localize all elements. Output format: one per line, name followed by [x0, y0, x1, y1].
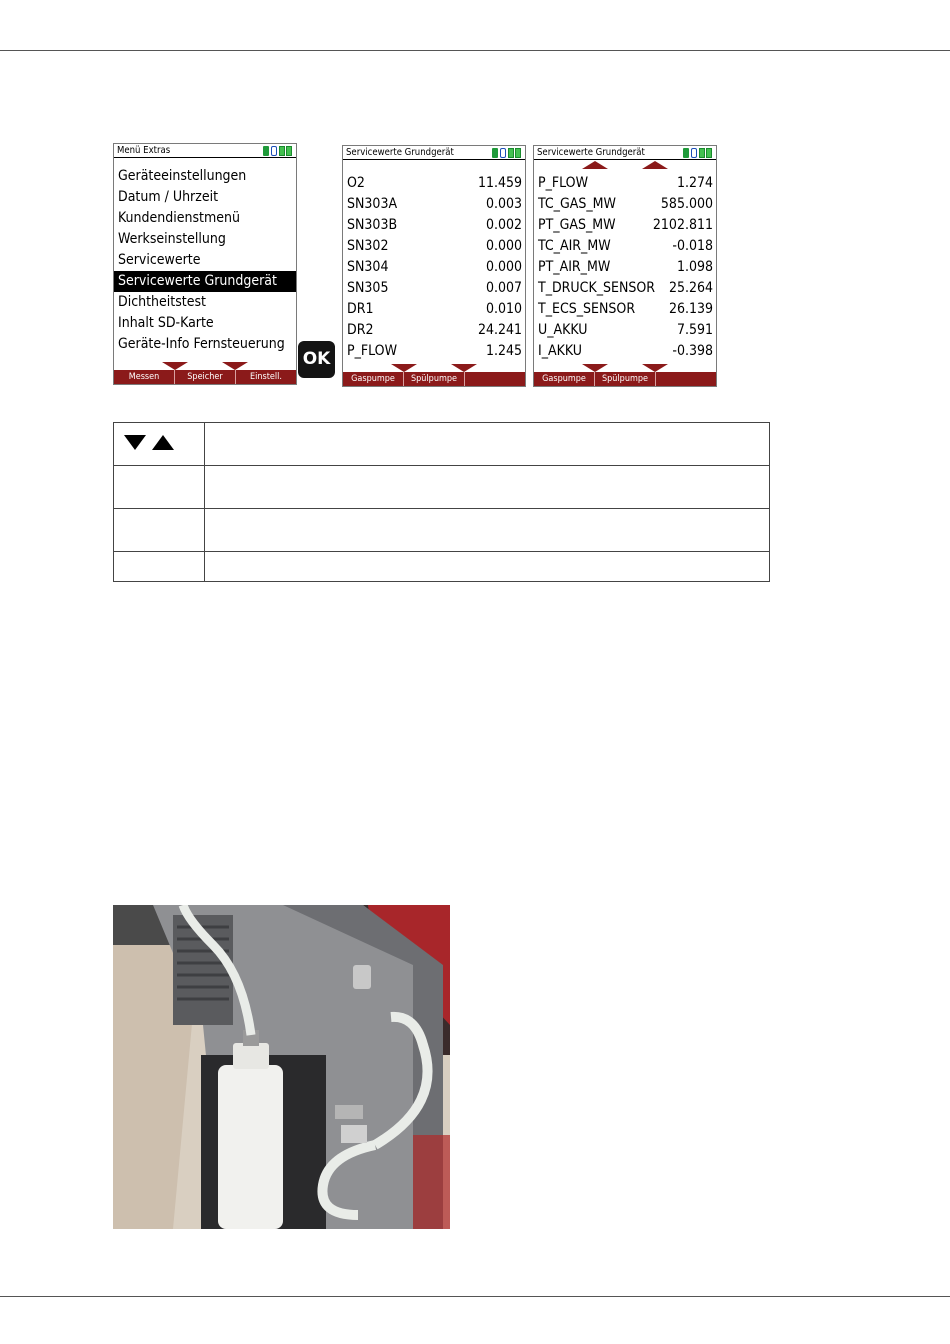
screen-title-bar	[114, 144, 296, 158]
value-row	[343, 299, 525, 320]
value-number: 1.245	[485, 343, 522, 359]
scroll-down-arrow-icon	[222, 362, 248, 370]
value-name: O2	[347, 175, 365, 191]
battery-icon	[699, 148, 705, 158]
value-name: U_AKKU	[538, 322, 588, 338]
menu-item-inhalt-sd-karte[interactable]: Inhalt SD-Karte	[118, 315, 214, 331]
value-name: DR1	[347, 301, 374, 317]
battery-icon	[508, 148, 514, 158]
plug-icon	[683, 148, 689, 158]
key-cell	[114, 423, 205, 466]
table-row	[114, 466, 770, 509]
softkey-bar	[114, 370, 296, 384]
ok-key[interactable]: OK	[298, 341, 335, 378]
value-number: 2102.811	[652, 217, 713, 233]
value-name: P_FLOW	[347, 343, 398, 359]
screen-title: Servicewerte Grundgerät	[537, 147, 645, 158]
menu-item-dichtheitstest[interactable]: Dichtheitstest	[118, 294, 206, 310]
value-row	[343, 341, 525, 362]
softkey-empty[interactable]	[656, 372, 716, 386]
value-name: SN305	[347, 280, 389, 296]
menu-item-geraeteeinstellungen[interactable]: Geräteeinstellungen	[118, 168, 247, 184]
table-row	[114, 423, 770, 466]
bluetooth-icon	[271, 146, 277, 156]
value-row	[534, 173, 716, 194]
status-icons	[492, 148, 522, 158]
scroll-up-arrow-icon	[582, 161, 608, 169]
menu-list	[114, 166, 296, 355]
value-number: -0.398	[672, 343, 713, 359]
screen-menu-extras	[113, 143, 297, 385]
scroll-down-arrow-icon	[391, 364, 417, 372]
value-name: PT_GAS_MW	[538, 217, 616, 233]
value-number: 25.264	[668, 280, 713, 296]
value-row	[534, 278, 716, 299]
value-name: SN303B	[347, 217, 398, 233]
key-table	[113, 422, 770, 582]
value-number: 1.274	[676, 175, 713, 191]
value-row	[534, 215, 716, 236]
softkey-messen[interactable]: Messen	[114, 370, 175, 384]
value-row	[534, 257, 716, 278]
screen-title-bar	[343, 146, 525, 160]
table-row	[114, 552, 770, 582]
description-cell	[205, 552, 770, 582]
menu-item-kundendienstmenue[interactable]: Kundendienstmenü	[118, 210, 240, 226]
value-name: SN303A	[347, 196, 398, 212]
value-row	[343, 215, 525, 236]
screen-servicewerte-page-1	[342, 145, 526, 387]
value-number: 7.591	[676, 322, 713, 338]
value-number: 26.139	[668, 301, 713, 317]
value-row	[343, 194, 525, 215]
scroll-down-arrow-icon	[642, 364, 668, 372]
plug-icon	[263, 146, 269, 156]
value-row	[343, 236, 525, 257]
down-up-arrows-icon	[122, 433, 176, 451]
value-name: T_ECS_SENSOR	[538, 301, 636, 317]
softkey-gaspumpe[interactable]: Gaspumpe	[534, 372, 595, 386]
header-rule	[0, 50, 950, 51]
value-number: 0.000	[485, 259, 522, 275]
device-photo	[113, 905, 450, 1229]
battery-icon	[706, 148, 712, 158]
value-number: 585.000	[660, 196, 713, 212]
key-cell	[114, 466, 205, 509]
value-name: DR2	[347, 322, 374, 338]
value-number: 0.010	[485, 301, 522, 317]
key-cell	[114, 552, 205, 582]
softkey-empty[interactable]	[465, 372, 525, 386]
menu-item-geraete-info-fernsteuerung[interactable]: Geräte-Info Fernsteuerung	[118, 336, 285, 352]
scroll-down-arrow-icon	[451, 364, 477, 372]
menu-item-datum-uhrzeit[interactable]: Datum / Uhrzeit	[118, 189, 219, 205]
value-name: PT_AIR_MW	[538, 259, 611, 275]
value-row	[343, 173, 525, 194]
description-cell	[205, 423, 770, 466]
battery-icon	[286, 146, 292, 156]
value-name: P_FLOW	[538, 175, 589, 191]
plug-icon	[492, 148, 498, 158]
softkey-spuelpumpe[interactable]: Spülpumpe	[404, 372, 465, 386]
description-cell	[205, 509, 770, 552]
screen-servicewerte-page-2	[533, 145, 717, 387]
battery-icon	[515, 148, 521, 158]
softkey-bar	[534, 372, 716, 386]
value-name: SN302	[347, 238, 389, 254]
key-cell	[114, 509, 205, 552]
value-number: 0.003	[485, 196, 522, 212]
menu-item-werkseinstellung[interactable]: Werkseinstellung	[118, 231, 226, 247]
value-name: SN304	[347, 259, 389, 275]
softkey-spuelpumpe[interactable]: Spülpumpe	[595, 372, 656, 386]
menu-item-servicewerte[interactable]: Servicewerte	[118, 252, 201, 268]
value-name: I_AKKU	[538, 343, 582, 359]
value-number: 24.241	[477, 322, 522, 338]
value-number: 1.098	[676, 259, 713, 275]
bluetooth-icon	[500, 148, 506, 158]
menu-item-servicewerte-grundgeraet[interactable]: Servicewerte Grundgerät	[114, 271, 296, 292]
battery-icon	[279, 146, 285, 156]
bluetooth-icon	[691, 148, 697, 158]
softkey-einstell[interactable]: Einstell.	[250, 372, 282, 382]
value-number: 0.002	[485, 217, 522, 233]
value-row	[343, 320, 525, 341]
status-icons	[683, 148, 713, 158]
value-name: TC_AIR_MW	[538, 238, 611, 254]
scroll-up-arrow-icon	[642, 161, 668, 169]
value-number: 11.459	[477, 175, 522, 191]
value-number: -0.018	[672, 238, 713, 254]
table-row	[114, 509, 770, 552]
softkey-bar	[343, 372, 525, 386]
value-number: 0.000	[485, 238, 522, 254]
screen-title: Menü Extras	[117, 145, 171, 156]
status-icons	[263, 146, 293, 156]
value-list	[343, 173, 525, 362]
value-name: TC_GAS_MW	[538, 196, 616, 212]
screen-title: Servicewerte Grundgerät	[346, 147, 454, 158]
value-row	[343, 278, 525, 299]
value-row	[534, 236, 716, 257]
value-row	[343, 257, 525, 278]
value-name: T_DRUCK_SENSOR	[538, 280, 656, 296]
description-cell	[205, 466, 770, 509]
value-row	[534, 194, 716, 215]
softkey-gaspumpe[interactable]: Gaspumpe	[343, 372, 404, 386]
value-list	[534, 173, 716, 362]
value-row	[534, 341, 716, 362]
value-number: 0.007	[485, 280, 522, 296]
footer-rule	[0, 1296, 950, 1297]
value-row	[534, 299, 716, 320]
value-row	[534, 320, 716, 341]
scroll-down-arrow-icon	[582, 364, 608, 372]
scroll-down-arrow-icon	[162, 362, 188, 370]
screen-title-bar	[534, 146, 716, 160]
softkey-speicher[interactable]: Speicher	[175, 370, 236, 384]
